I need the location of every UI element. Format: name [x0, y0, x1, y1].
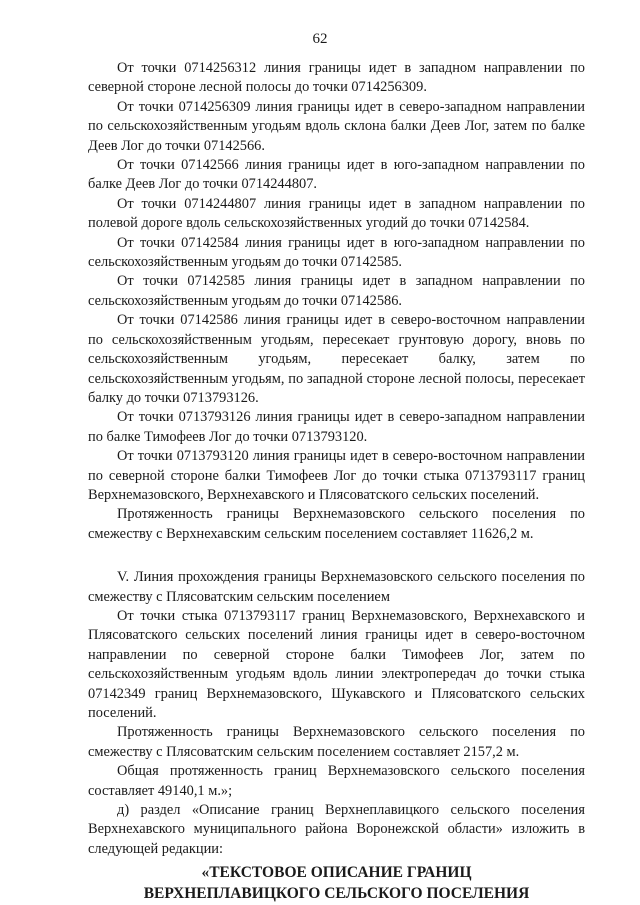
paragraph: От точки 0714256309 линия границы идет в северо-западном направлении по сельскохозяйственным угодьям вдоль склона балки Деев Лог, затем по балке Деев Лог до точки 07142566. — [88, 98, 585, 154]
paragraph: Протяженность границы Верхнемазовского сельского поселения по смежеству с Верхнехавским сельским поселением составляет 11626,2 м. — [88, 506, 585, 542]
paragraph: д) раздел «Описание границ Верхнеплавицкого сельского поселения Верхнехавского муниципального района Воронежской области» изложить в следующей редакции: — [88, 802, 585, 857]
page-number: 62 — [312, 31, 328, 47]
section-v-title: V. Линия прохождения границы Верхнемазовского сельского поселения по смежеству с Плясоватским сельским поселением — [88, 569, 585, 605]
final-heading — [88, 862, 585, 904]
paragraph: От точки 07142584 линия границы идет в юго-западном направлении по сельскохозяйственным угодьям до точки 07142585. — [88, 234, 585, 271]
paragraph: От точки 07142585 линия границы идет в западном направлении по сельскохозяйственным угодьям до точки 07142586. — [88, 273, 585, 309]
paragraph: От точки 07142566 линия границы идет в юго-западном направлении по балке Деев Лог до точки 0714244807. — [88, 157, 585, 193]
final-heading-line2: ВЕРХНЕПЛАВИЦКОГО СЕЛЬСКОГО ПОСЕЛЕНИЯ — [143, 885, 530, 903]
document-body — [88, 59, 585, 904]
paragraph: От точки 0713793120 линия границы идет в северо-восточном направлении по северной стороне балки Тимофеев Лог до точки стыка 0713793117 границ Верхнемазовского, Верхнехавского и Плясоватского сельских поселений. — [88, 448, 585, 503]
paragraph: Общая протяженность границ Верхнемазовского сельского поселения составляет 49140,1 м.»; — [88, 763, 585, 799]
paragraph: От точки 0714256312 линия границы идет в западном направлении по северной стороне лесной полосы до точки 0714256309. — [88, 60, 585, 96]
section-gap — [88, 544, 585, 568]
paragraph: От точки 0713793126 линия границы идет в северо-западном направлении по балке Тимофеев Лог до точки 0713793120. — [88, 409, 585, 445]
final-heading-line1: «ТЕКСТОВОЕ ОПИСАНИЕ ГРАНИЦ — [201, 864, 472, 882]
paragraph: От точки 07142586 линия границы идет в северо-восточном направлении по сельскохозяйственным угодьям, пересекает грунтовую дорогу, вновь по сельскохозяйственным угодьям, пересекает балку, затем по сельскохозяйственным угодьям, по западной стороне лесной полосы, пересекает балку до точки 0713793126. — [88, 312, 585, 406]
paragraph: Протяженность границы Верхнемазовского сельского поселения по смежеству с Плясоватским сельским поселением составляет 2157,2 м. — [88, 724, 585, 760]
paragraph: От точки стыка 0713793117 границ Верхнемазовского, Верхнехавского и Плясоватского сельских поселений линия границы идет в северо-восточном направлении по северной стороне балки Тимофеев Лог, затем по сельскохозяйственным угодьям вдоль линии электропередач до точки стыка 07142349 границ Верхнемазовского, Шукавского и Плясоватского сельских поселений. — [88, 607, 585, 721]
paragraph: От точки 0714244807 линия границы идет в западном направлении по полевой дороге вдоль сельскохозяйственных угодий до точки 07142584. — [88, 195, 585, 232]
